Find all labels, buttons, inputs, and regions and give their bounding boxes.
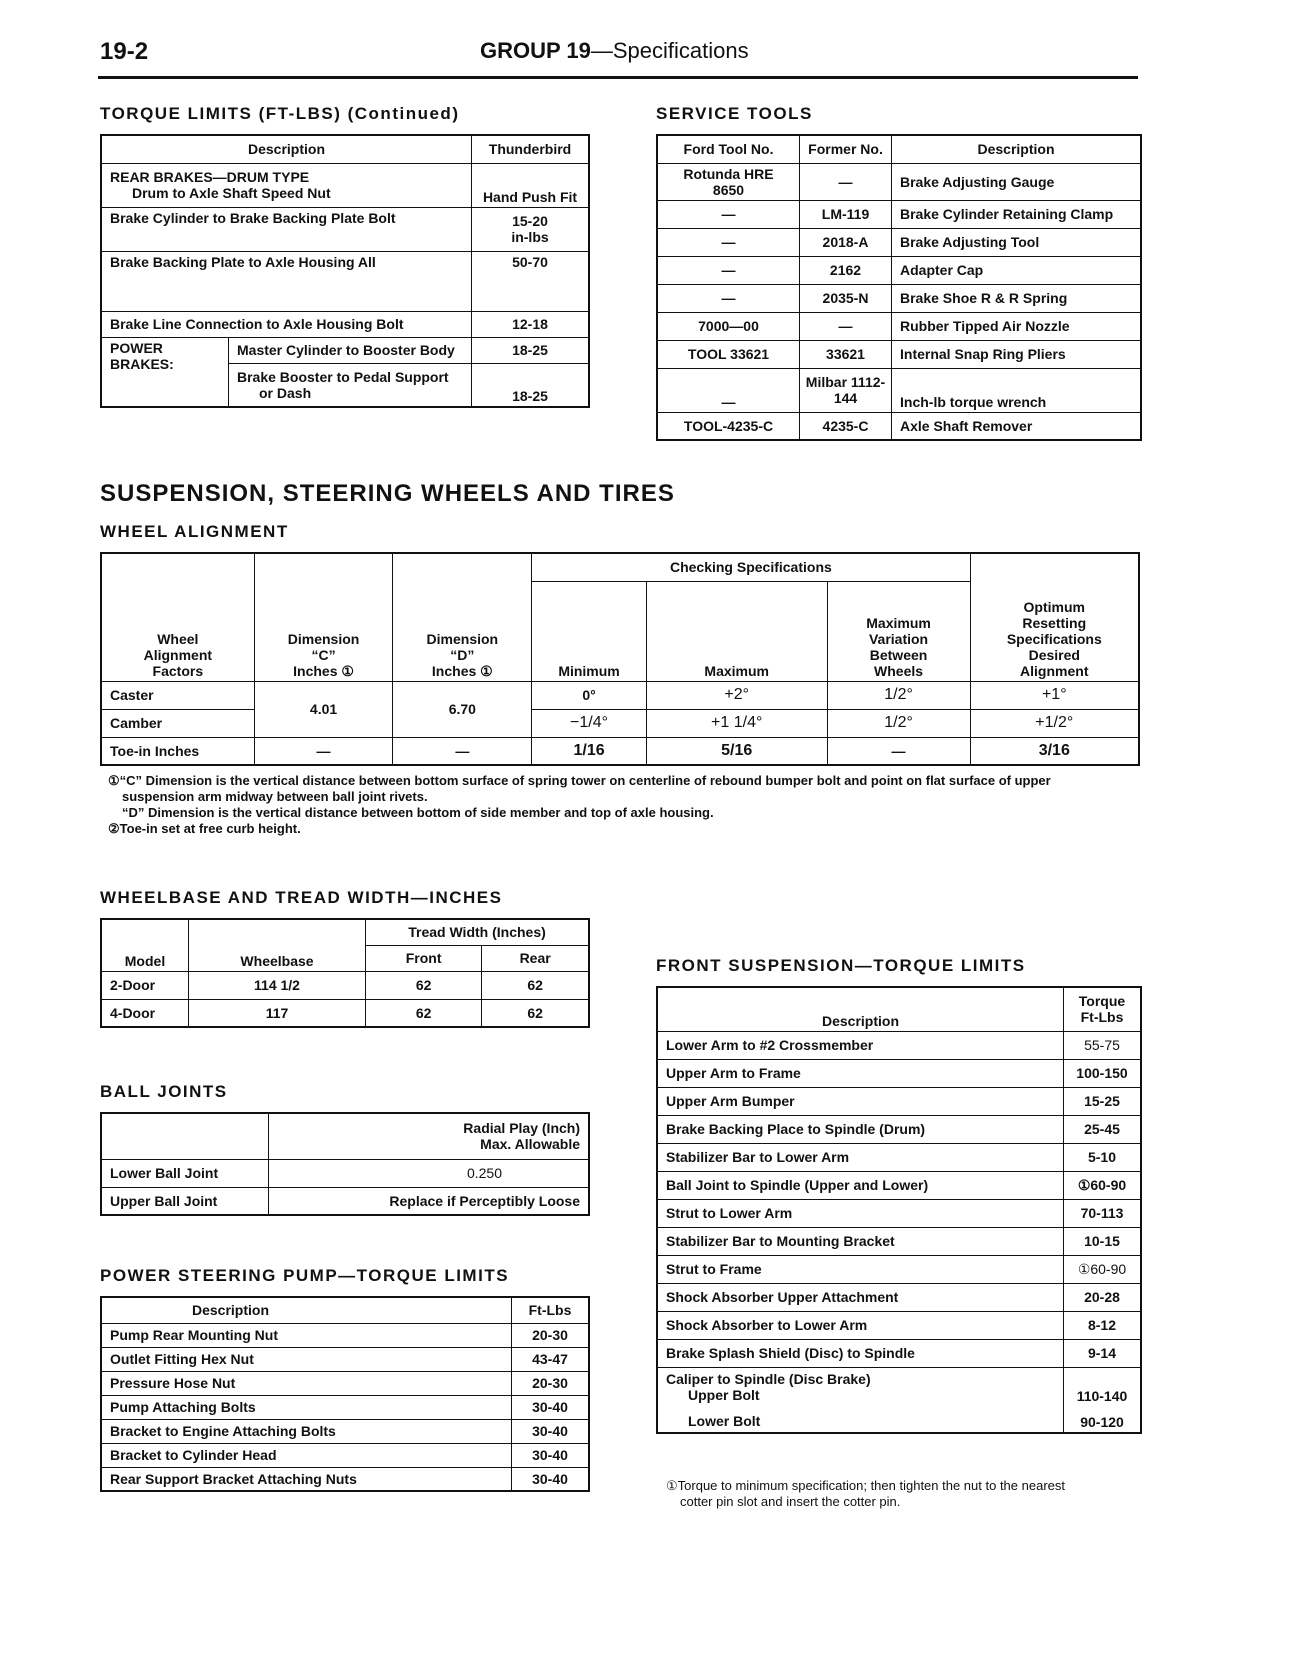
table-row: — 2035-N Brake Shoe R & R Spring: [657, 284, 1141, 312]
wheel-alignment-title: WHEEL ALIGNMENT: [100, 522, 289, 541]
table-row: Caster 4.01 6.70 0° +2° 1/2° +1°: [101, 681, 1139, 709]
service-tools-table: Ford Tool No. Former No. Description Rotunda HRE 8650 — Brake Adjusting Gauge — LM-119 Brake Cylinder Retaining Clamp — 2018-A Brake Adjusting Tool — 2162 Adapter Cap — 2035-N Brake Shoe R & R Spring 7000—00 — Rubber Tipped Air Nozzle TOOL 33621 33621 Internal Snap Ring Pliers — Milbar 1112-144 Inch-lb torque wrench TOOL-4235-C 4235-C Axle Shaft Remover: [656, 134, 1142, 441]
wheelbase-table: Model Wheelbase Tread Width (Inches) Front Rear 2-Door 114 1/2 62 62 4-Door 117 62 62: [100, 918, 590, 1028]
table-row: Upper Ball Joint Replace if Perceptibly Loose: [101, 1187, 589, 1215]
table-row: Caliper to Spindle (Disc Brake) Upper Bolt Lower Bolt 110-140 90-120: [657, 1367, 1141, 1433]
table-row: Pressure Hose Nut 20-30: [101, 1371, 589, 1395]
table-row: Brake Booster to Pedal Support or Dash: [229, 363, 472, 407]
table-row: 7000—00 — Rubber Tipped Air Nozzle: [657, 312, 1141, 340]
ball-joints-title: BALL JOINTS: [100, 1082, 228, 1101]
table-row: Stabilizer Bar to Lower Arm 5-10: [657, 1143, 1141, 1171]
front-suspension-notes: ①Torque to minimum specification; then tighten the nut to the nearest cotter pin slot and insert the cotter pin.: [666, 1478, 1065, 1509]
wheel-alignment-table: Wheel Alignment Factors Dimension “C” Inches ① Dimension “D” Inches ① Checking Specifications Optimum Resetting Specifications Desired Alignment Minimum Maximum Maximum Variation Between Wheels Caster 4.01 6.70 0° +2° 1/2° +1° Camber −1/4° +1 1/4° 1/2° +1/2° Toe-in Inches — — 1/16 5/16 — 3/16: [100, 552, 1140, 766]
power-brakes-label: POWER BRAKES:: [101, 337, 229, 407]
table-row: Brake Splash Shield (Disc) to Spindle 9-14: [657, 1339, 1141, 1367]
table-row: Brake Backing Place to Spindle (Drum) 25-45: [657, 1115, 1141, 1143]
table-row: Rotunda HRE 8650 — Brake Adjusting Gauge: [657, 163, 1141, 200]
page-number: 19-2: [100, 38, 149, 65]
col-description: Description: [101, 135, 472, 163]
ball-joints-table: Radial Play (Inch) Max. Allowable Lower Ball Joint 0.250 Upper Ball Joint Replace if Perceptibly Loose: [100, 1112, 590, 1216]
table-row: Bracket to Engine Attaching Bolts 30-40: [101, 1419, 589, 1443]
table-row: Shock Absorber to Lower Arm 8-12: [657, 1311, 1141, 1339]
table-row: — Milbar 1112-144 Inch-lb torque wrench: [657, 368, 1141, 412]
table-row: Ball Joint to Spindle (Upper and Lower) ①60-90: [657, 1171, 1141, 1199]
header-rule: [98, 76, 1138, 79]
table-row: Strut to Frame ①60-90: [657, 1255, 1141, 1283]
table-row: Rear Support Bracket Attaching Nuts 30-40: [101, 1467, 589, 1491]
table-row: — LM-119 Brake Cylinder Retaining Clamp: [657, 200, 1141, 228]
torque-limits-table: Description Thunderbird REAR BRAKES—DRUM TYPE Drum to Axle Shaft Speed Nut Hand Push Fit Brake Cylinder to Brake Backing Plate Bolt 15-20 in-lbs Brake Backing Plate to Axle Housing All 50-70 Brake Line Connection to Axle Housing Bolt 12-18 POWER BRAKES: Master Cylinder to Booster Body 18-25 Brake Booster to Pedal Support or Dash 18-25: [100, 134, 590, 408]
table-row: Camber −1/4° +1 1/4° 1/2° +1/2°: [101, 709, 1139, 737]
table-row: 4-Door 117 62 62: [101, 999, 589, 1027]
table-row: REAR BRAKES—DRUM TYPE Drum to Axle Shaft Speed Nut: [101, 163, 472, 207]
table-row: Stabilizer Bar to Mounting Bracket 10-15: [657, 1227, 1141, 1255]
table-row: Upper Arm to Frame 100-150: [657, 1059, 1141, 1087]
table-row: Brake Line Connection to Axle Housing Bolt: [101, 311, 472, 337]
table-row: Lower Arm to #2 Crossmember 55-75: [657, 1031, 1141, 1059]
table-row: TOOL 33621 33621 Internal Snap Ring Pliers: [657, 340, 1141, 368]
table-row: 2-Door 114 1/2 62 62: [101, 971, 589, 999]
table-row: Brake Backing Plate to Axle Housing All: [101, 251, 472, 311]
table-row: — 2162 Adapter Cap: [657, 256, 1141, 284]
wheelbase-title: WHEELBASE AND TREAD WIDTH—INCHES: [100, 888, 503, 907]
pump-title: POWER STEERING PUMP—TORQUE LIMITS: [100, 1266, 510, 1285]
table-row: Shock Absorber Upper Attachment 20-28: [657, 1283, 1141, 1311]
table-row: Pump Attaching Bolts 30-40: [101, 1395, 589, 1419]
front-suspension-title: FRONT SUSPENSION—TORQUE LIMITS: [656, 956, 1026, 975]
table-row: TOOL-4235-C 4235-C Axle Shaft Remover: [657, 412, 1141, 440]
service-tools-title: SERVICE TOOLS: [656, 104, 813, 123]
torque-limits-title: TORQUE LIMITS (FT-LBS) (Continued): [100, 104, 460, 123]
table-row: Brake Cylinder to Brake Backing Plate Bolt: [101, 207, 472, 251]
table-row: Upper Arm Bumper 15-25: [657, 1087, 1141, 1115]
table-row: Lower Ball Joint 0.250: [101, 1159, 589, 1187]
table-row: Outlet Fitting Hex Nut 43-47: [101, 1347, 589, 1371]
front-suspension-table: Description Torque Ft-Lbs Lower Arm to #2 Crossmember 55-75 Upper Arm to Frame 100-150 Upper Arm Bumper 15-25 Brake Backing Place to Spindle (Drum) 25-45 Stabilizer Bar to Lower Arm 5-10 Ball Joint to Spindle (Upper and Lower) ①60-90 Strut to Lower Arm 70-113 Stabilizer Bar to Mounting Bracket 10-15 Strut to Frame ①60-90 Shock Absorber Upper Attachment 20-28 Shock Absorber to Lower Arm 8-12 Brake Splash Shield (Disc) to Spindle 9-14 Caliper to Spindle (Disc Brake) Upper Bolt Lower Bolt 110-140 90-120: [656, 986, 1142, 1434]
alignment-notes: ①“C” Dimension is the vertical distance between bottom surface of spring tower on centerline of rebound bumper bolt and point on flat surface of upper suspension arm midway between ball joint rivets. “D” Dimension is the vertical distance between bottom of side member and top of axle housing. ②Toe-in set at free curb height.: [108, 773, 1051, 836]
table-row: Pump Rear Mounting Nut 20-30: [101, 1323, 589, 1347]
table-row: Toe-in Inches — — 1/16 5/16 — 3/16: [101, 737, 1139, 765]
table-row: — 2018-A Brake Adjusting Tool: [657, 228, 1141, 256]
col-thunderbird: Thunderbird: [472, 135, 590, 163]
suspension-title: SUSPENSION, STEERING WHEELS AND TIRES: [100, 480, 675, 507]
page-title: GROUP 19—Specifications: [480, 38, 749, 63]
pump-table: Description Ft-Lbs Pump Rear Mounting Nut 20-30 Outlet Fitting Hex Nut 43-47 Pressure Hose Nut 20-30 Pump Attaching Bolts 30-40 Bracket to Engine Attaching Bolts 30-40 Bracket to Cylinder Head 30-40 Rear Support Bracket Attaching Nuts 30-40: [100, 1296, 590, 1492]
table-row: Bracket to Cylinder Head 30-40: [101, 1443, 589, 1467]
table-row: Strut to Lower Arm 70-113: [657, 1199, 1141, 1227]
